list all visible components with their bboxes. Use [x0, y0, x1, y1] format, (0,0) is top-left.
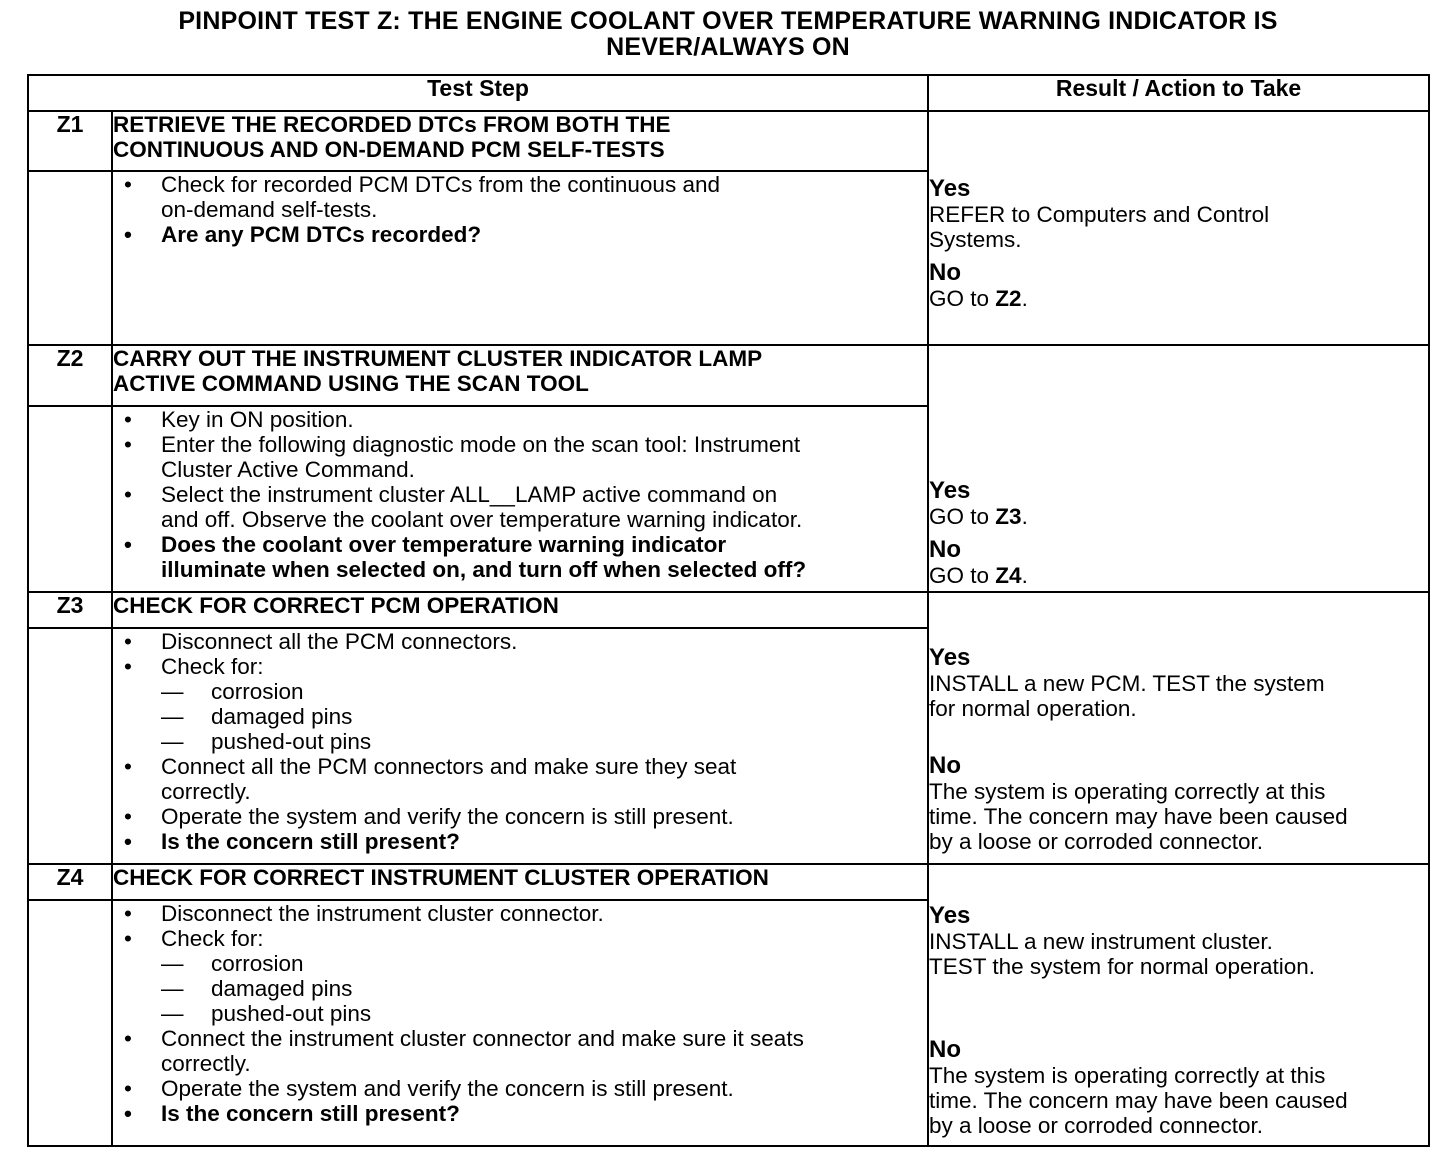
step-z3-title: CHECK FOR CORRECT PCM OPERATION [112, 592, 928, 628]
goto-z2: Z2 [995, 286, 1022, 311]
list-item: • Select the instrument cluster ALL__LAMP active command on and off. Observe the coolant over temperature warning indicator. [124, 482, 803, 532]
step-z1-result: Yes REFER to Computers and Control Systems. No GO to Z2. [928, 111, 1429, 345]
sub-item-pushed-out-pins: — pushed-out pins [161, 1001, 372, 1026]
header-result-action: Result / Action to Take [928, 75, 1429, 111]
step-z2-question: • Does the coolant over temperature warning indicator illuminate when selected on, and turn off when selected off? [124, 532, 807, 582]
step-z4-body [112, 900, 928, 1146]
page-title [0, 8, 1456, 60]
step-z3-question: • Is the concern still present? [124, 829, 460, 854]
step-z1-title-row [28, 111, 1429, 171]
pinpoint-test-table [27, 74, 1430, 1147]
yes-label: Yes [929, 644, 971, 671]
title-line-1: PINPOINT TEST Z: THE ENGINE COOLANT OVER TEMPERATURE WARNING INDICATOR IS [178, 7, 1278, 35]
goto-z4: Z4 [995, 563, 1022, 588]
step-z1-title: RETRIEVE THE RECORDED DTCs FROM BOTH THE CONTINUOUS AND ON-DEMAND PCM SELF-TESTS [112, 111, 928, 171]
step-id-z2: Z2 [28, 345, 112, 406]
no-label: No [929, 1036, 962, 1063]
step-z4-result: Yes INSTALL a new instrument cluster. TEST the system for normal operation. No The system is operating correctly at this time. The concern may have been caused by a loose or corroded connector. [928, 864, 1429, 1146]
list-item: • Check for recorded PCM DTCs from the continuous and on-demand self-tests. [124, 172, 720, 222]
step-z1-question: • Are any PCM DTCs recorded? [124, 222, 482, 247]
yes-label: Yes [929, 175, 971, 202]
header-test-step: Test Step [28, 75, 928, 111]
step-id-z4: Z4 [28, 864, 112, 900]
step-z4-title: CHECK FOR CORRECT INSTRUMENT CLUSTER OPERATION [112, 864, 928, 900]
step-z3-result: Yes INSTALL a new PCM. TEST the system for normal operation. No The system is operating correctly at this time. The concern may have been caused by a loose or corroded connector. [928, 592, 1429, 864]
list-item: • Operate the system and verify the concern is still present. [124, 1076, 734, 1101]
list-item: • Operate the system and verify the concern is still present. [124, 804, 734, 829]
list-item: • Disconnect the instrument cluster connector. [124, 901, 604, 926]
step-z4-title-row [28, 864, 1429, 900]
list-item: • Connect the instrument cluster connector and make sure it seats correctly. [124, 1026, 804, 1076]
sub-item-corrosion: — corrosion [161, 951, 304, 976]
yes-label: Yes [929, 477, 971, 504]
sub-item-damaged-pins: — damaged pins [161, 704, 353, 729]
sub-item-corrosion: — corrosion [161, 679, 304, 704]
step-z3-body [112, 628, 928, 864]
step-id-z3: Z3 [28, 592, 112, 628]
goto-z3: Z3 [995, 504, 1022, 529]
step-z2-title: CARRY OUT THE INSTRUMENT CLUSTER INDICATOR LAMP ACTIVE COMMAND USING THE SCAN TOOL [112, 345, 928, 406]
no-label: No [929, 536, 962, 563]
list-item: • Check for: [124, 654, 264, 679]
sub-item-pushed-out-pins: — pushed-out pins [161, 729, 372, 754]
step-z1-body [112, 171, 928, 345]
list-item: • Connect all the PCM connectors and make sure they seat correctly. [124, 754, 737, 804]
list-item: • Check for: [124, 926, 264, 951]
list-item: • Disconnect all the PCM connectors. [124, 629, 518, 654]
step-z2-result: Yes GO to Z3. No GO to Z4. [928, 345, 1429, 592]
step-z2-body [112, 406, 928, 592]
no-label: No [929, 752, 962, 779]
list-item: • Enter the following diagnostic mode on the scan tool: Instrument Cluster Active Command. [124, 432, 801, 482]
step-id-z1: Z1 [28, 111, 112, 171]
list-item: • Key in ON position. [124, 407, 354, 432]
step-z4-question: • Is the concern still present? [124, 1101, 460, 1126]
step-z3-title-row [28, 592, 1429, 628]
no-label: No [929, 259, 962, 286]
step-z2-title-row [28, 345, 1429, 406]
yes-label: Yes [929, 902, 971, 929]
sub-item-damaged-pins: — damaged pins [161, 976, 353, 1001]
title-line-2: NEVER/ALWAYS ON [606, 33, 850, 61]
table-header-row [28, 75, 1429, 111]
